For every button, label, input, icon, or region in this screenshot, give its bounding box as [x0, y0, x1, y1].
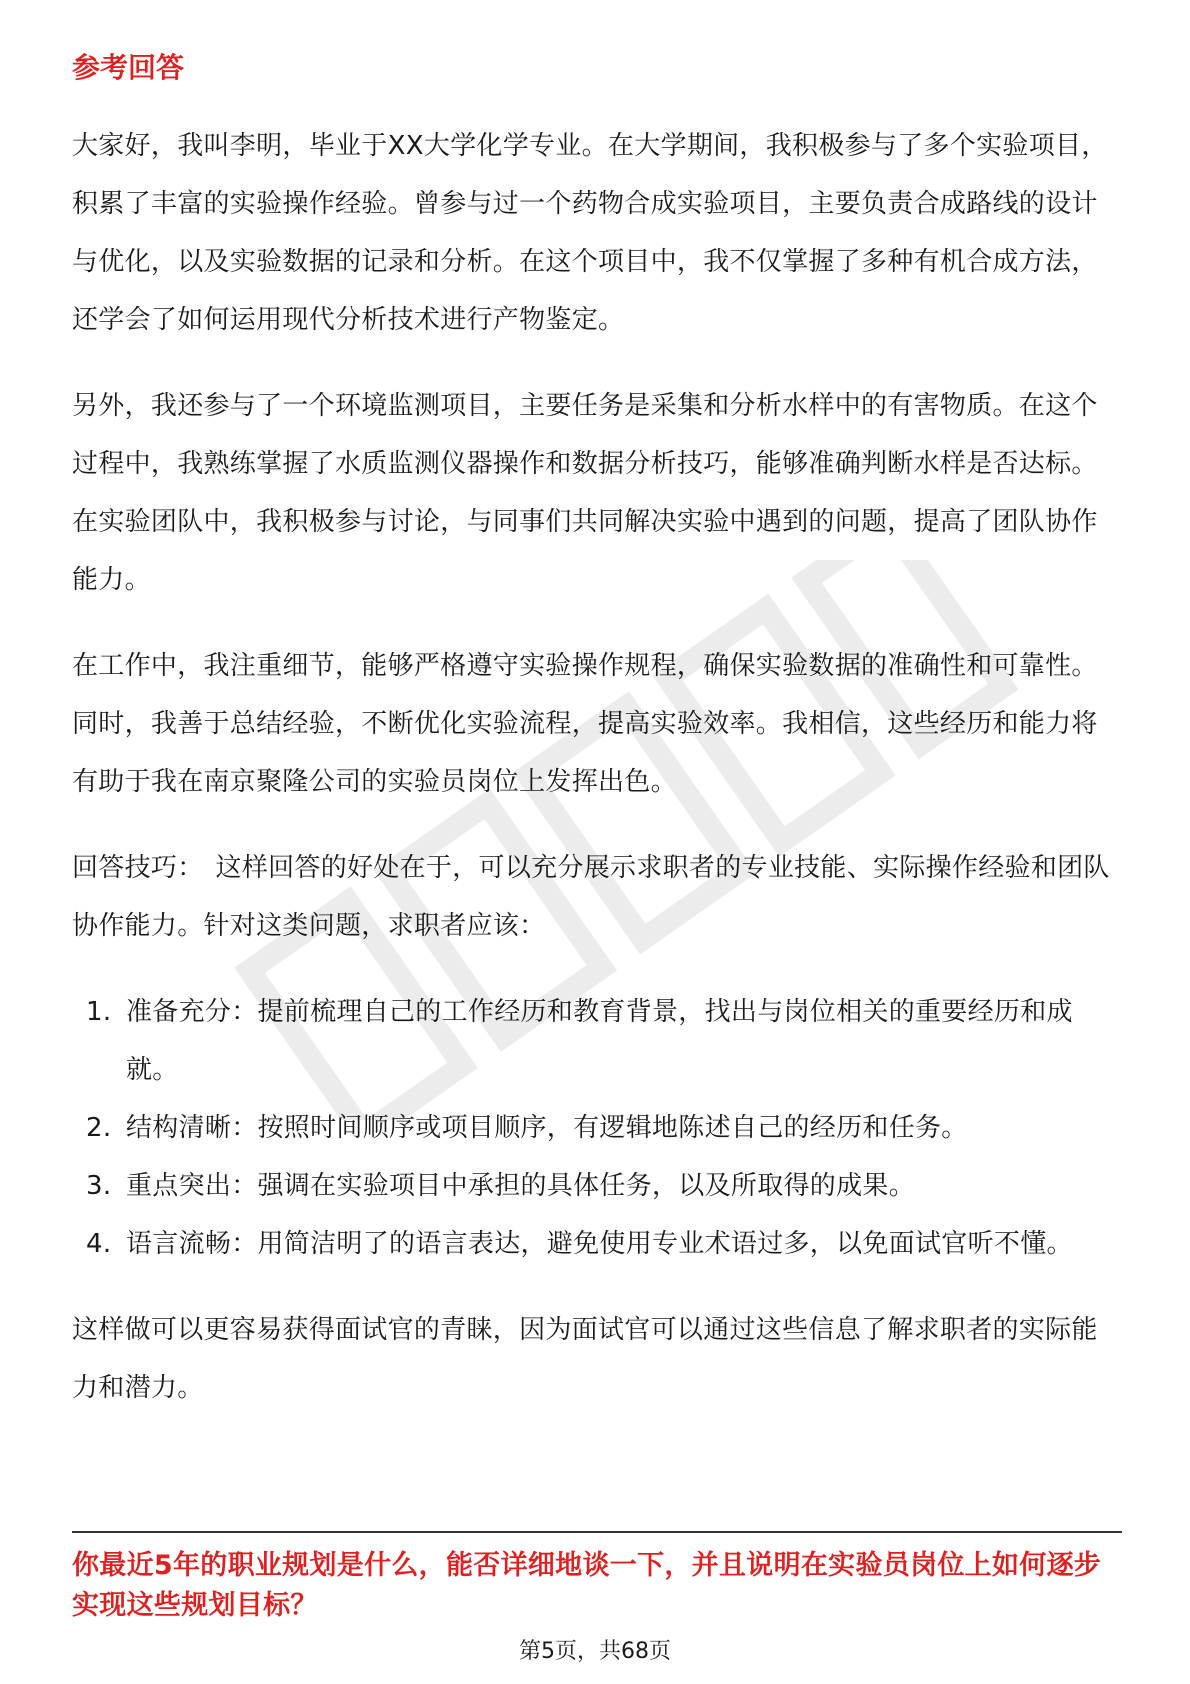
- list-item-text: 结构清晰：按照时间顺序或项目顺序，有逻辑地陈述自己的经历和任务。: [126, 1113, 968, 1143]
- conclusion-paragraph: 这样做可以更容易获得面试官的青睐，因为面试官可以通过这些信息了解求职者的实际能力和潜力。: [72, 1315, 1098, 1403]
- next-question-heading: 你最近5年的职业规划是什么，能否详细地谈一下，并且说明在实验员岗位上如何逐步实现这些规划目标？: [72, 1550, 1102, 1621]
- answer-tips: [72, 839, 1122, 955]
- section-divider: [72, 1531, 1122, 1533]
- answer-paragraph-1: 大家好，我叫李明，毕业于XX大学化学专业。在大学期间，我积极参与了多个实验项目，积累了丰富的实验操作经验。曾参与过一个药物合成实验项目，主要负责合成路线的设计与优化，以及实验数据的记录和分析。在这个项目中，我不仅掌握了多种有机合成方法，还学会了如何运用现代分析技术进行产物鉴定。: [72, 131, 1108, 335]
- answer-content: [72, 117, 1122, 1445]
- tip-list: [72, 983, 1122, 1273]
- list-item-number: 2.: [86, 1113, 112, 1143]
- tips-text: 这样回答的好处在于，可以充分展示求职者的专业技能、实际操作经验和团队协作能力。针对这类问题，求职者应该：: [72, 853, 1110, 941]
- list-item: [72, 1215, 1122, 1273]
- list-item-number: 4.: [86, 1229, 112, 1259]
- answer-paragraph-2: 另外，我还参与了一个环境监测项目，主要任务是采集和分析水样中的有害物质。在这个过程中，我熟练掌握了水质监测仪器操作和数据分析技巧，能够准确判断水样是否达标。在实验团队中，我积极参与讨论，与同事们共同解决实验中遇到的问题，提高了团队协作能力。: [72, 391, 1098, 595]
- page-number: 第5页，共68页: [519, 1639, 671, 1664]
- list-item-text: 准备充分：提前梳理自己的工作经历和教育背景，找出与岗位相关的重要经历和成就。: [126, 997, 1073, 1085]
- list-item-number: 3.: [86, 1171, 112, 1201]
- list-item: [72, 1099, 1122, 1157]
- tips-label: 回答技巧：: [72, 853, 204, 883]
- list-item: [72, 1157, 1122, 1215]
- list-item-text: 重点突出：强调在实验项目中承担的具体任务，以及所取得的成果。: [126, 1171, 916, 1201]
- list-item-number: 1.: [86, 997, 112, 1027]
- list-item-text: 语言流畅：用简洁明了的语言表达，避免使用专业术语过多，以免面试官听不懂。: [126, 1229, 1073, 1259]
- answer-paragraph-3: 在工作中，我注重细节，能够严格遵守实验操作规程，确保实验数据的准确性和可靠性。同时，我善于总结经验，不断优化实验流程，提高实验效率。我相信，这些经历和能力将有助于我在南京聚隆公司的实验员岗位上发挥出色。: [72, 651, 1098, 797]
- list-item: [72, 983, 1122, 1099]
- section-heading: 参考回答: [72, 51, 185, 84]
